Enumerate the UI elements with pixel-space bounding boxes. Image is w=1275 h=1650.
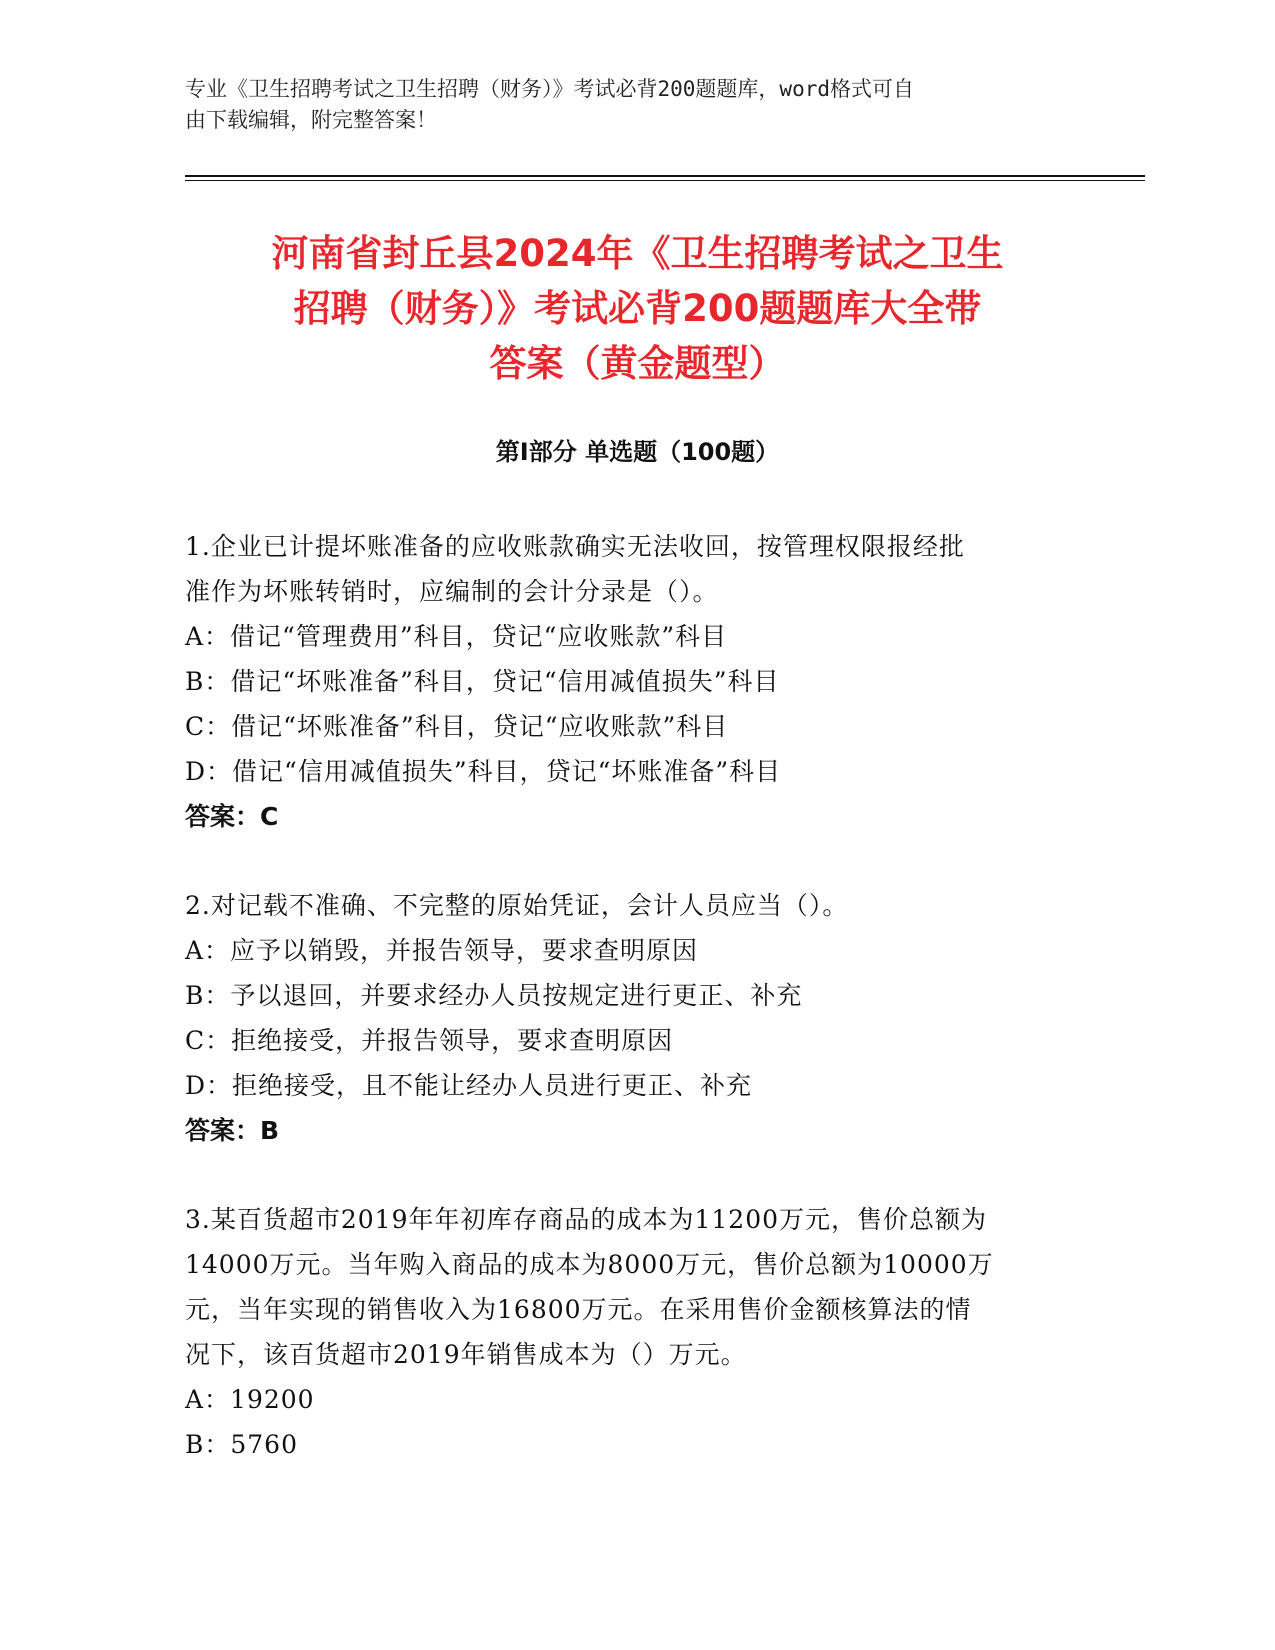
option-b: B：予以退回，并要求经办人员按规定进行更正、补充: [185, 981, 803, 1010]
header-divider-thick: [185, 175, 1145, 177]
intro-text: [185, 74, 1065, 136]
option-b: B：借记“坏账准备”科目，贷记“信用减值损失”科目: [185, 667, 780, 696]
question-3: [185, 1197, 1075, 1467]
document-title: [185, 226, 1090, 391]
option-c: C：拒绝接受，并报告领导，要求查明原因: [185, 1026, 674, 1055]
question-2: [185, 883, 1075, 1153]
header-divider-thin: [185, 180, 1145, 181]
title-line: 河南省封丘县2024年《卫生招聘考试之卫生: [271, 232, 1004, 275]
option-d: D：拒绝接受，且不能让经办人员进行更正、补充: [185, 1071, 753, 1100]
answer-text: 答案：B: [185, 1116, 280, 1145]
question-list: [185, 524, 1075, 1511]
section-heading: 第Ⅰ部分 单选题（100题）: [495, 438, 780, 466]
option-a: A：借记“管理费用”科目，贷记“应收账款”科目: [185, 622, 728, 651]
question-stem-line: 1.企业已计提坏账准备的应收账款确实无法收回，按管理权限报经批: [185, 532, 965, 561]
option-c: C：借记“坏账准备”科目，贷记“应收账款”科目: [185, 712, 729, 741]
question-stem-line: 元，当年实现的销售收入为16800万元。在采用售价金额核算法的情: [185, 1295, 972, 1324]
question-1: [185, 524, 1075, 839]
title-line: 答案（黄金题型）: [489, 342, 786, 385]
option-d: D：借记“信用减值损失”科目，贷记“坏账准备”科目: [185, 757, 782, 786]
question-stem-line: 况下，该百货超市2019年销售成本为（）万元。: [185, 1340, 747, 1369]
question-stem-line: 准作为坏账转销时，应编制的会计分录是（）。: [185, 577, 719, 606]
intro-line: 专业《卫生招聘考试之卫生招聘（财务）》考试必背200题题库，word格式可自: [185, 77, 914, 101]
question-stem-line: 3.某百货超市2019年年初库存商品的成本为11200万元，售价总额为: [185, 1205, 988, 1234]
option-b: B：5760: [185, 1430, 298, 1459]
question-stem-line: 14000万元。当年购入商品的成本为8000万元，售价总额为10000万: [185, 1250, 994, 1279]
intro-line: 由下载编辑，附完整答案！: [185, 108, 437, 132]
option-a: A：应予以销毁，并报告领导，要求查明原因: [185, 936, 699, 965]
title-line: 招聘（财务）》考试必背200题题库大全带: [293, 287, 982, 330]
answer-text: 答案：C: [185, 802, 279, 831]
option-a: A：19200: [185, 1385, 315, 1414]
question-stem-line: 2.对记载不准确、不完整的原始凭证，会计人员应当（）。: [185, 891, 849, 920]
